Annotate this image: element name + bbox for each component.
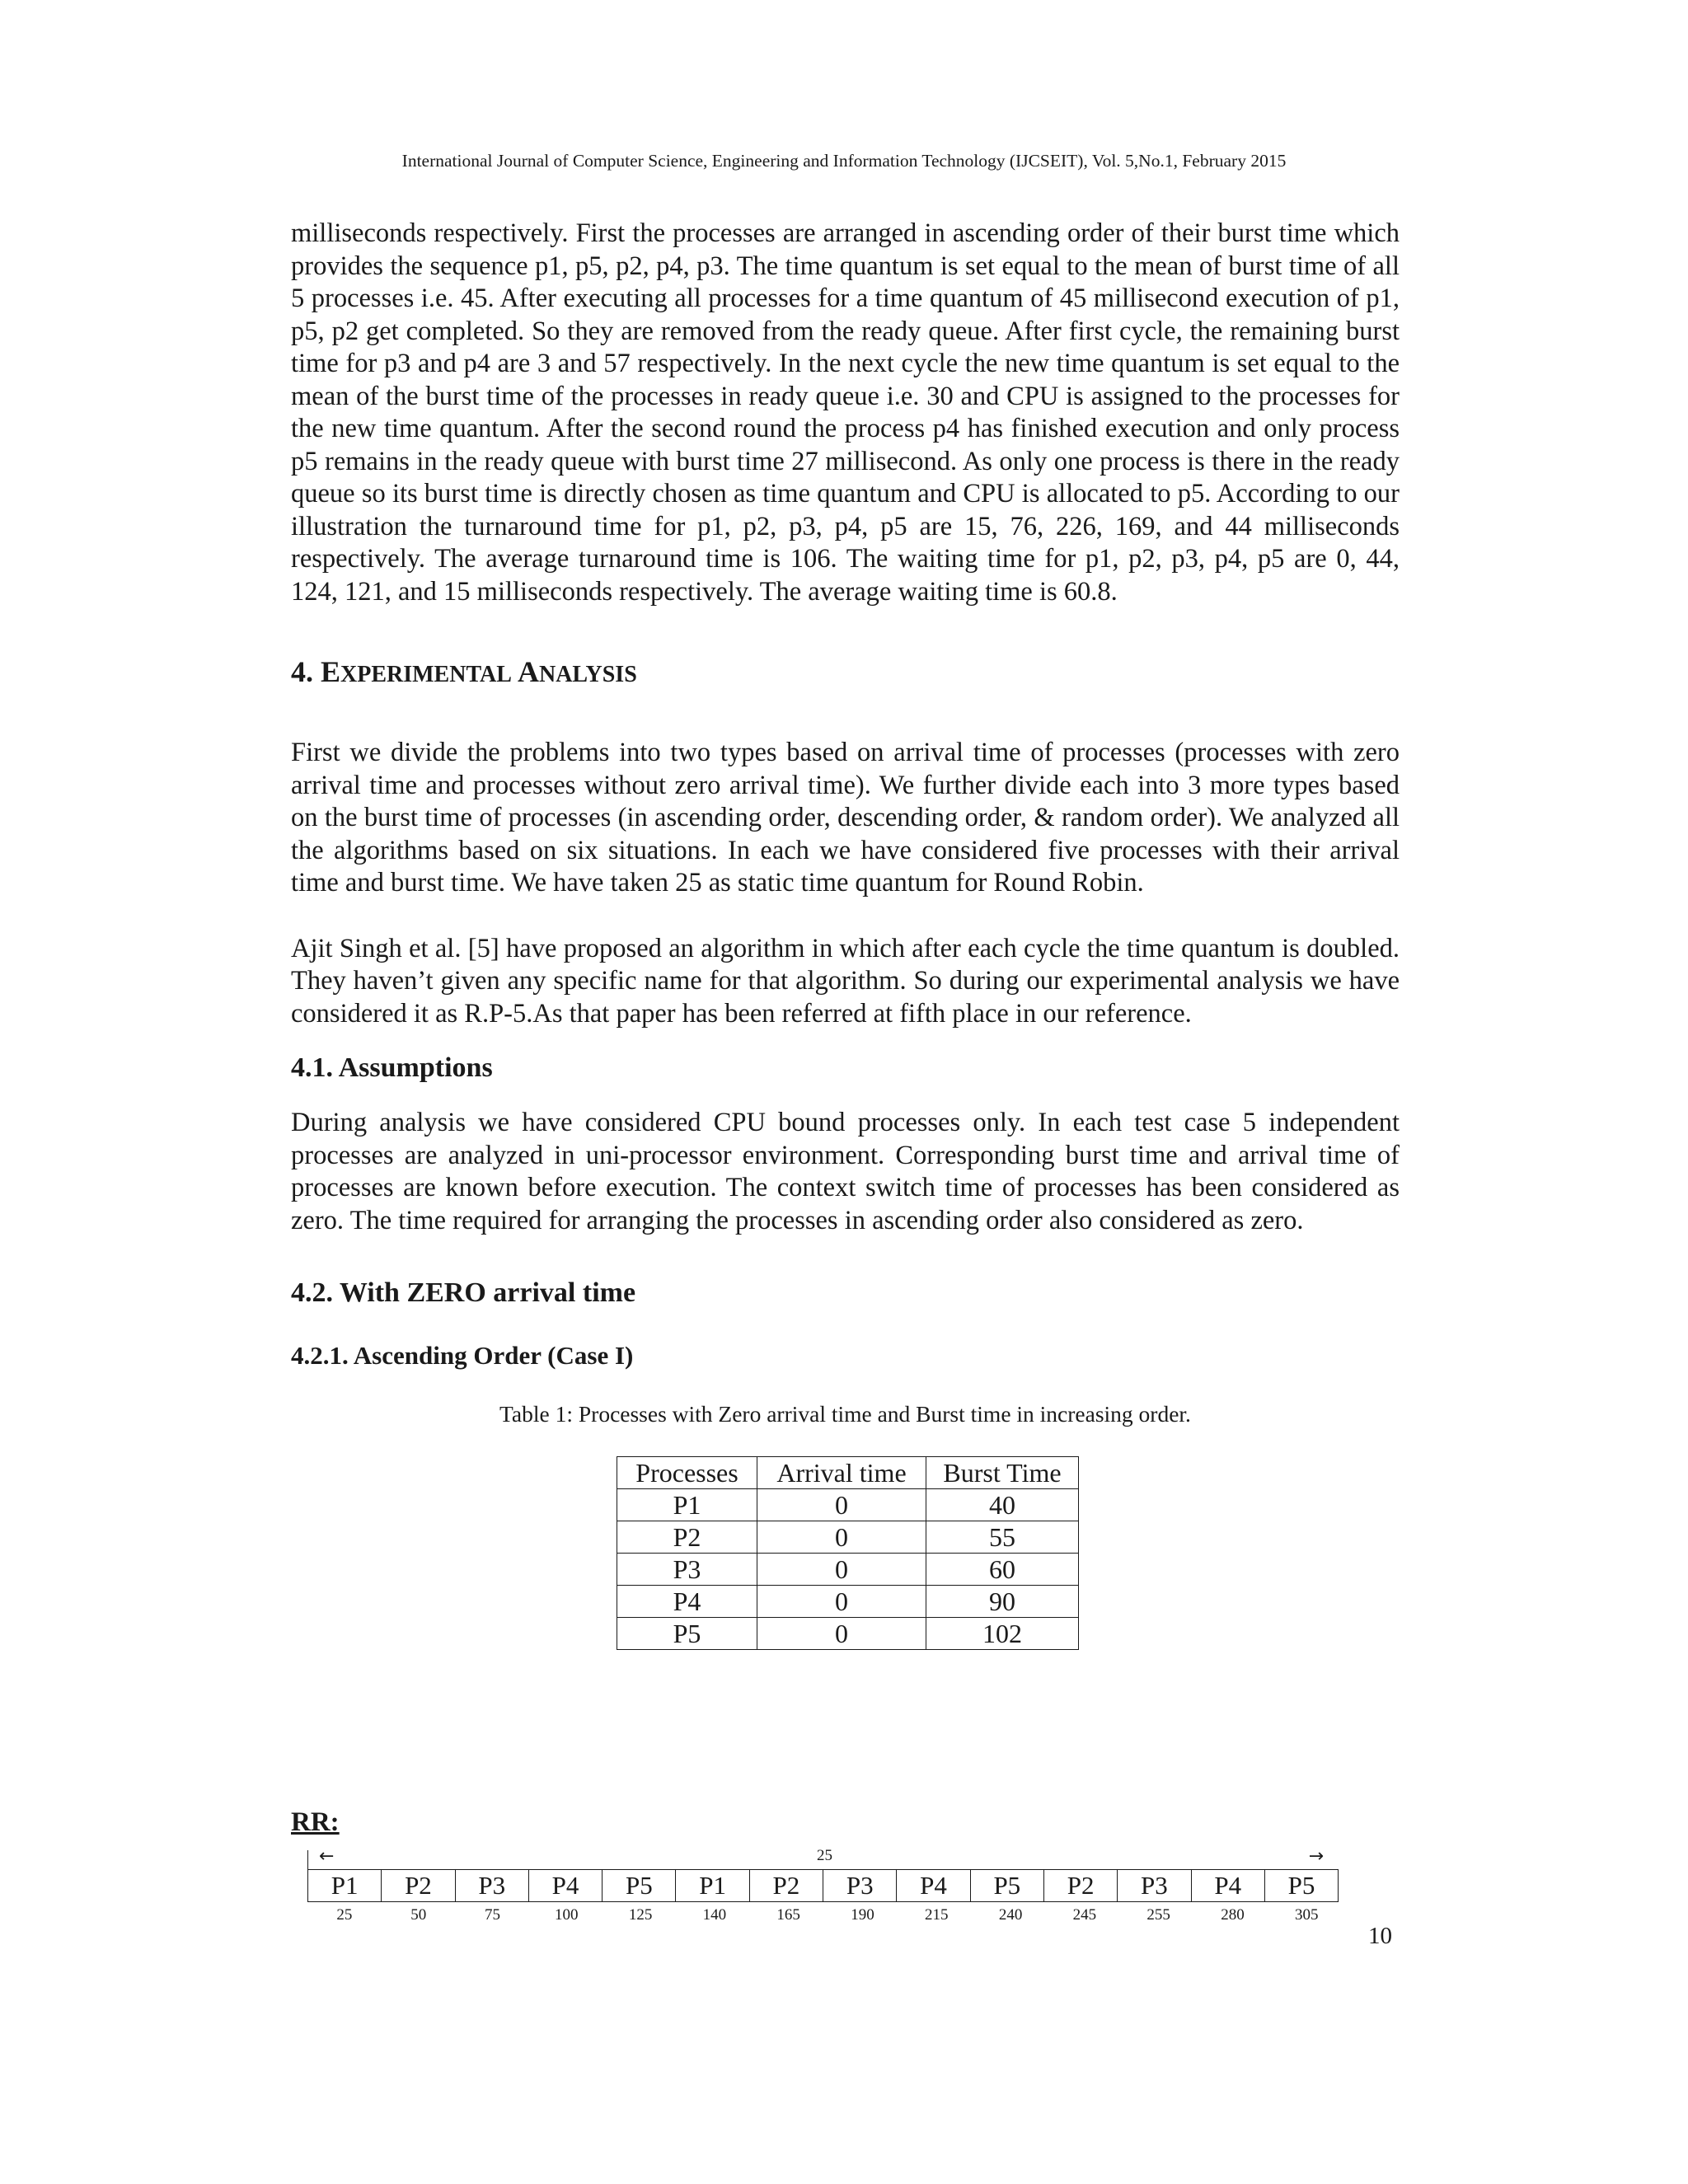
table-cell: 102 xyxy=(926,1618,1079,1650)
gantt-cell: P2 xyxy=(750,1870,823,1901)
table-cell: 40 xyxy=(926,1489,1079,1521)
gantt-cell: P1 xyxy=(676,1870,749,1901)
gantt-time-label: 245 xyxy=(1072,1906,1097,1924)
gantt-time-label: 190 xyxy=(851,1906,874,1924)
table-row xyxy=(617,1554,1079,1586)
column-header: Arrival time xyxy=(757,1457,926,1489)
gantt-time-label: 280 xyxy=(1221,1906,1245,1924)
gantt-cell: P3 xyxy=(823,1870,897,1901)
rr-gantt-chart xyxy=(307,1842,1342,1949)
gantt-cell: P5 xyxy=(603,1870,676,1901)
table-cell: 0 xyxy=(757,1554,926,1586)
subsection-heading-assumptions: 4.1. Assumptions xyxy=(291,1052,493,1083)
gantt-bar xyxy=(307,1869,1339,1902)
gantt-time-label: 255 xyxy=(1146,1906,1170,1924)
page-number: 10 xyxy=(1368,1923,1392,1949)
table-cell: 0 xyxy=(757,1618,926,1650)
table-caption: Table 1: Processes with Zero arrival time and Burst time in increasing order. xyxy=(499,1401,1191,1427)
heading-word1-initial: E xyxy=(321,655,341,688)
gantt-time-label: 25 xyxy=(336,1906,353,1924)
gantt-cell: P3 xyxy=(456,1870,529,1901)
gantt-cell: P4 xyxy=(529,1870,603,1901)
paragraph-assumptions: During analysis we have considered CPU bound processes only. In each test case 5 independent processes are analyzed in uni-processor environment. Corresponding burst time and arrival time of processes are known before execution. The context switch time of processes has been considered as zero. The time required for arranging the processes in ascending order also considered as zero. xyxy=(291,1108,1400,1235)
arrow-right-icon: → xyxy=(1308,1846,1324,1867)
paragraph-rp5: Ajit Singh et al. [5] have proposed an algorithm in which after each cycle the time quantum is doubled. They haven’t given any specific name for that algorithm. So during our experimental analysis we have considered it as R.P-5.As that paper has been referred at fifth place in our reference. xyxy=(291,933,1400,1029)
gantt-cell: P1 xyxy=(308,1870,382,1901)
heading-word2-rest: NALYSIS xyxy=(538,662,637,687)
heading-word1-rest: XPERIMENTAL xyxy=(340,662,512,687)
gantt-time-label: 140 xyxy=(702,1906,727,1924)
rr-label: RR: xyxy=(291,1807,340,1837)
page-content xyxy=(291,218,1400,1650)
table-row xyxy=(617,1618,1079,1650)
subsection-heading-zero-arrival: 4.2. With ZERO arrival time xyxy=(291,1277,636,1308)
table-cell: 90 xyxy=(926,1586,1079,1618)
table-row xyxy=(617,1586,1079,1618)
table-cell: 0 xyxy=(757,1521,926,1554)
gantt-cell: P2 xyxy=(382,1870,455,1901)
table-cell: 60 xyxy=(926,1554,1079,1586)
gantt-cell: P5 xyxy=(971,1870,1044,1901)
subsubsection-heading-ascending: 4.2.1. Ascending Order (Case I) xyxy=(291,1341,634,1370)
gantt-time-label: 50 xyxy=(410,1906,427,1924)
table-cell: 0 xyxy=(757,1586,926,1618)
gantt-quantum-label: 25 xyxy=(817,1847,832,1864)
gantt-cell: P4 xyxy=(897,1870,970,1901)
gantt-time-label: 165 xyxy=(776,1906,800,1924)
gantt-time-label: 240 xyxy=(998,1906,1023,1924)
gantt-time-axis xyxy=(307,1906,1343,1924)
running-header: International Journal of Computer Science, Engineering and Information Technology (IJCSEIT), Vol. 5,No.1, February 2015 xyxy=(401,151,1287,171)
table-cell: P1 xyxy=(617,1489,757,1521)
arrow-left-icon: ← xyxy=(319,1846,335,1867)
column-header: Processes xyxy=(617,1457,757,1489)
gantt-time-label: 100 xyxy=(555,1906,579,1924)
table-cell: P2 xyxy=(617,1521,757,1554)
processes-table xyxy=(617,1456,1079,1650)
table-cell: 0 xyxy=(757,1489,926,1521)
table-cell: P3 xyxy=(617,1554,757,1586)
paragraph-illustration: milliseconds respectively. First the processes are arranged in ascending order of their burst time which provides the sequence p1, p5, p2, p4, p3. The time quantum is set equal to the mean of burst time of all 5 processes i.e. 45. After executing all processes for a time quantum of 45 millisecond execution of p1, p5, p2 get completed. So they are removed from the ready queue. After first cycle, the remaining burst time for p3 and p4 are 3 and 57 respectively. In the next cycle the new time quantum is set equal to the mean of the burst time of the processes in ready queue i.e. 30 and CPU is assigned to the processes for the new time quantum. After the second round the process p4 has finished execution and only process p5 remains in the ready queue with burst time 27 millisecond. As only one process is there in the ready queue so its burst time is directly chosen as time quantum and CPU is allocated to p5. According to our illustration the turnaround time for p1, p2, p3, p4, p5 are 15, 76, 226, 169, and 44 milliseconds respectively. The average turnaround time is 106. The waiting time for p1, p2, p3, p4, p5 are 0, 44, 124, 121, and 15 milliseconds respectively. The average waiting time is 60.8. xyxy=(291,218,1400,607)
table-cell: P4 xyxy=(617,1586,757,1618)
gantt-time-label: 125 xyxy=(628,1906,653,1924)
section-number: 4. xyxy=(291,655,313,688)
section-heading-experimental-analysis xyxy=(291,654,1400,693)
column-header: Burst Time xyxy=(926,1457,1079,1489)
gantt-time-label: 215 xyxy=(925,1906,949,1924)
table-row xyxy=(617,1521,1079,1554)
gantt-cell: P5 xyxy=(1265,1870,1339,1901)
paragraph-problem-types: First we divide the problems into two types based on arrival time of processes (processes with zero arrival time and processes without zero arrival time). We further divide each into 3 more types based on the burst time of processes (in ascending order, descending order, & random order). We analyzed all the algorithms based on six situations. In each we have considered five processes with their arrival time and burst time. We have taken 25 as static time quantum for Round Robin. xyxy=(291,738,1400,898)
table-row xyxy=(617,1489,1079,1521)
gantt-cell: P2 xyxy=(1044,1870,1118,1901)
gantt-cell: P4 xyxy=(1192,1870,1265,1901)
table-header-row xyxy=(617,1457,1079,1489)
gantt-time-label: 75 xyxy=(484,1906,500,1924)
table-cell: P5 xyxy=(617,1618,757,1650)
table-cell: 55 xyxy=(926,1521,1079,1554)
gantt-cell: P3 xyxy=(1118,1870,1191,1901)
heading-word2-initial: A xyxy=(517,655,539,688)
gantt-time-label: 305 xyxy=(1295,1906,1319,1924)
